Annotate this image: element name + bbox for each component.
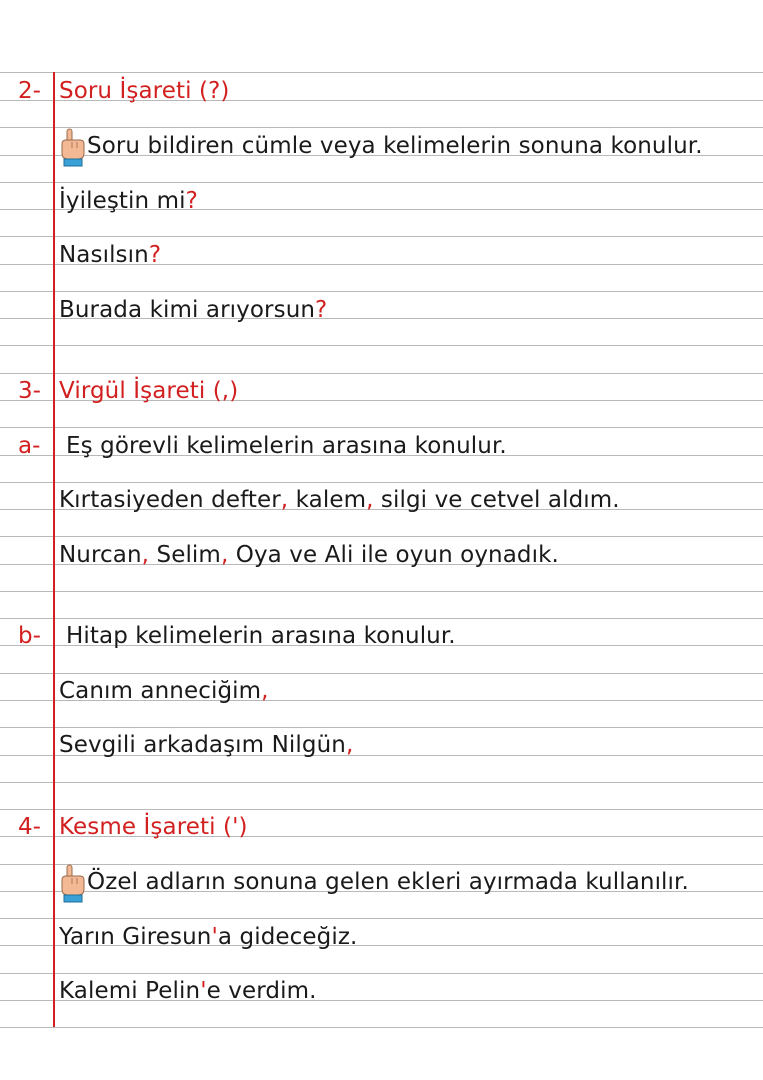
rule-line: [0, 482, 763, 483]
rule-line: [0, 973, 763, 974]
pointing-hand-icon: [58, 128, 86, 168]
rule-line: [0, 236, 763, 237]
rule-line: [0, 427, 763, 428]
rule-line: [0, 864, 763, 865]
rule-line: [0, 291, 763, 292]
rule-text: Hitap kelimelerin arasına konulur.: [66, 623, 456, 649]
rule-line: [0, 1027, 763, 1028]
comma-mark: ,: [261, 678, 269, 704]
comma-mark: ,: [345, 732, 354, 758]
comma-mark: ,: [220, 542, 229, 568]
example-sentence: Kalemi Pelin'e verdim.: [59, 978, 317, 1004]
rule-line: [0, 182, 763, 183]
sub-label: b-: [18, 623, 41, 649]
comma-mark: ,: [280, 487, 289, 513]
margin-line: [53, 72, 55, 1027]
example-sentence: Burada kimi arıyorsun?: [59, 297, 328, 323]
section-title: Virgül İşareti (,): [59, 378, 239, 404]
rule-line: [0, 536, 763, 537]
example-sentence: Yarın Giresun'a gideceğiz.: [59, 924, 358, 950]
question-mark: ?: [148, 242, 162, 268]
rule-line: [0, 809, 763, 810]
apostrophe-mark: ': [200, 978, 207, 1004]
rule-line: [0, 918, 763, 919]
section-title: Kesme İşareti ('): [59, 814, 248, 840]
rule-text: Özel adların sonuna gelen ekleri ayırmada kullanılır.: [87, 869, 689, 895]
section-number: 4-: [18, 814, 41, 840]
sub-label: a-: [18, 433, 41, 459]
question-mark: ?: [185, 188, 198, 214]
rule-line: [0, 618, 763, 619]
rule-line: [0, 127, 763, 128]
section-number: 2-: [18, 78, 41, 104]
comma-mark: ,: [366, 487, 374, 513]
question-mark: ?: [315, 297, 328, 323]
rule-line: [0, 373, 763, 374]
rule-line: [0, 673, 763, 674]
example-sentence: Sevgili arkadaşım Nilgün,: [59, 732, 354, 758]
section-number: 3-: [18, 378, 41, 404]
example-sentence: Nurcan, Selim, Oya ve Ali ile oyun oynadık.: [59, 542, 559, 568]
rule-line: [0, 782, 763, 783]
example-sentence: Canım anneciğim,: [59, 678, 269, 704]
rule-line: [0, 72, 763, 73]
example-sentence: Nasılsın?: [59, 242, 162, 268]
rule-text: Soru bildiren cümle veya kelimelerin sonuna konulur.: [87, 133, 703, 159]
rule-line: [0, 591, 763, 592]
section-title: Soru İşareti (?): [59, 78, 230, 104]
comma-mark: ,: [141, 542, 150, 568]
pointing-hand-icon: [58, 864, 86, 904]
apostrophe-mark: ': [211, 924, 218, 950]
example-sentence: Kırtasiyeden defter, kalem, silgi ve cetvel aldım.: [59, 487, 620, 513]
rule-line: [0, 345, 763, 346]
rule-line: [0, 727, 763, 728]
rule-text: Eş görevli kelimelerin arasına konulur.: [66, 433, 507, 459]
example-sentence: İyileştin mi?: [59, 188, 198, 214]
